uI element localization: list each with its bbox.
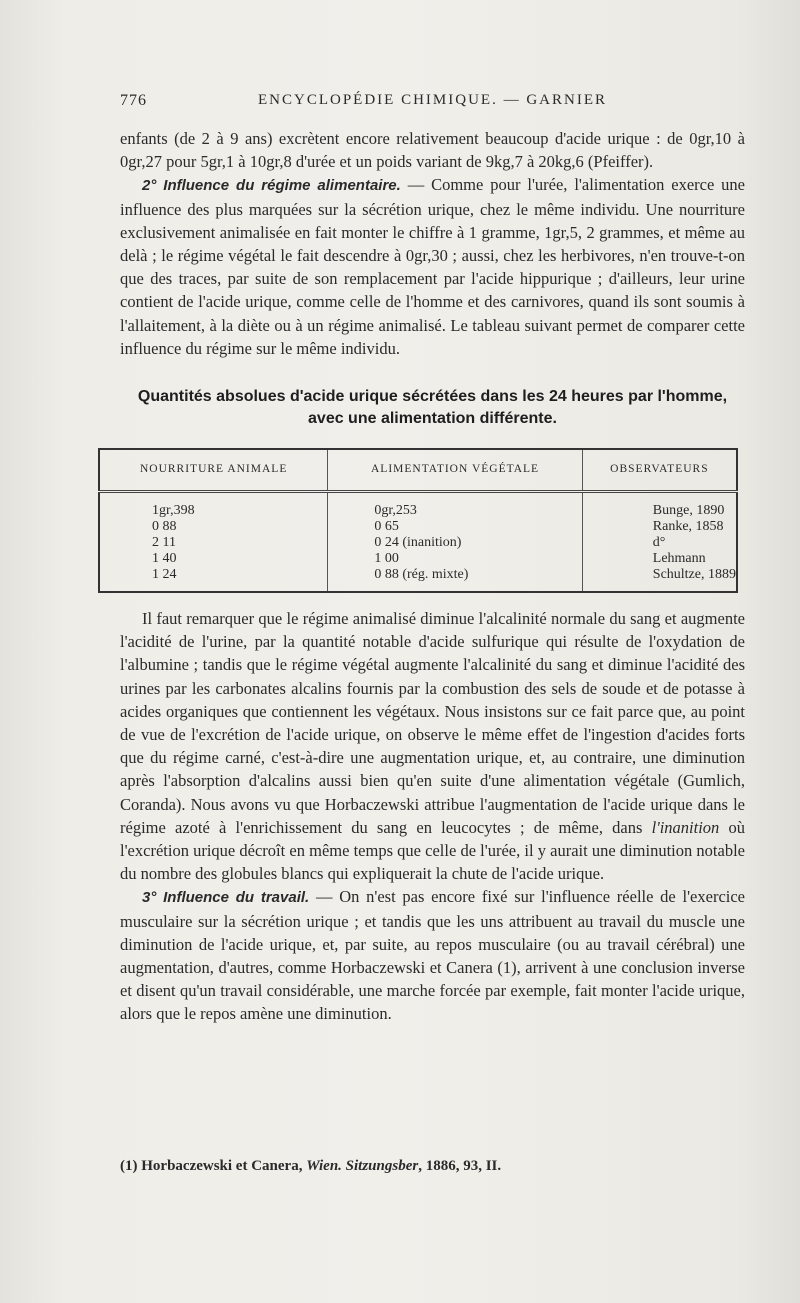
animal-value: 1 40: [152, 551, 177, 567]
vegetal-value: 0 65: [374, 519, 399, 535]
vegetal-value: 0 88 (rég. mixte): [374, 567, 469, 583]
page-header: [120, 92, 780, 116]
animal-value: 1 24: [152, 567, 177, 583]
paragraph-3-text: Il faut remarquer que le régime animalisé diminue l'alcalinité normale du sang et augmente l'acidité de l'urine, par la quantité notable d'acide sulfurique qui résulte de l'oxydation de l'albumine ; tandis que le régime végétal augmente l'alcalinité du sang et diminue l'acidité des urines par les carbonates alcalins fournis par la combustion des sels de soude et de potasse à acides organiques que contiennent les végétaux. Nous insistons sur ce fait parce que, au point de vue de l'excrétion de l'acide urique, on observe le même effet de l'ingestion d'acides forts que du régime carné, c'est-à-dire une augmentation urique, et, au contraire, une diminution après l'absorption d'alcalins aussi bien qu'en suite d'une alimentation végétale (Gumlich, Coranda). Nous avons vu que Horbaczewski attribue l'augmentation de l'acide urique dans le régime azoté à l'enrichissement du sang en leucocytes ; de même, dans: [120, 609, 745, 837]
section-heading-work: 3° Influence du travail.: [142, 889, 310, 907]
footnote: [120, 1158, 745, 1175]
table-body-row: [99, 492, 737, 593]
paragraph-3-italic: l'inanition: [651, 817, 720, 837]
paragraph-2: [120, 173, 745, 360]
vegetal-value: 0 24 (inanition): [374, 535, 462, 551]
paragraph-4: [120, 885, 745, 1025]
paragraph-2-text: — Comme pour l'urée, l'alimentation exerce une influence des plus marquées sur la sécrétion urique, chez le même individu. Une nourriture exclusivement animalisée en fait monter le chiffre à 1 gramme, 1gr,5, 2 grammes, et même au delà ; le régime végétal le fait descendre à 0gr,30 ; aussi, chez les herbivores, n'en trouve-t-on que des traces, par suite de son remplacement par l'acide hippurique ; d'ailleurs, leur urine contient de l'acide urique, comme celle de l'homme et des carnivores, quand ils sont soumis à l'allaitement, à la diète ou à un régime animalisé. Le tableau suivant permet de comparer cette influence du régime sur le même individu.: [120, 175, 745, 358]
paragraph-3: [120, 607, 745, 885]
animal-column: [99, 492, 328, 593]
page-number: 776: [120, 92, 147, 109]
paragraph-1: enfants (de 2 à 9 ans) excrètent encore relativement beaucoup d'acide urique : de 0gr,10 à 0gr,27 pour 5gr,1 à 10gr,8 d'urée et un poids variant de 9kg,7 à 20kg,6 (Pfeiffer).: [120, 129, 745, 172]
header-animal: NOURRITURE ANIMALE: [99, 449, 328, 492]
observers-column: [582, 492, 737, 593]
section-heading-diet: 2° Influence du régime alimentaire.: [142, 177, 401, 195]
header-vegetal: ALIMENTATION VÉGÉTALE: [328, 449, 582, 492]
running-head: ENCYCLOPÉDIE CHIMIQUE. — GARNIER: [258, 92, 607, 108]
observer-name: Ranke, 1858: [652, 519, 724, 535]
vegetal-value: 0gr,253: [374, 503, 417, 519]
table-title-line-1: Quantités absolues d'acide urique sécrétées dans les 24 heures par l'homme,: [137, 388, 728, 406]
page-body: [120, 127, 745, 1026]
header-observers: OBSERVATEURS: [582, 449, 737, 492]
observer-name: Bunge, 1890: [652, 503, 725, 519]
observer-name: Lehmann: [652, 551, 706, 567]
observer-name: Schultze, 1889: [652, 567, 736, 583]
animal-value: 0 88: [152, 519, 177, 535]
footnote-suffix: , 1886, 93, II.: [418, 1158, 502, 1174]
observer-name: d°: [652, 535, 666, 551]
table-title: [120, 386, 745, 430]
footnote-prefix: (1) Horbaczewski et Canera,: [120, 1158, 307, 1174]
paragraph-4-text: — On n'est pas encore fixé sur l'influence réelle de l'exercice musculaire sur la sécrétion urique ; et tandis que les uns attribuent au travail du muscle une diminution de l'acide urique, et, par suite, au repos musculaire (ou au travail cérébral) une augmentation, d'autres, comme Horbaczewski et Canera (1), arrivent à une conclusion inverse et disent qu'un travail considérable, une marche forcée par exemple, fait monter l'acide urique, alors que le repos amène une diminution.: [120, 887, 745, 1024]
uric-acid-table: [98, 448, 738, 593]
footnote-journal: Wien. Sitzungsber: [306, 1158, 419, 1174]
vegetal-column: [328, 492, 582, 593]
animal-value: 2 11: [152, 535, 176, 551]
paragraph-3-end: où l'excrétion urique décroît en même temps que celle de l'urée, il y aurait une diminution notable du nombre des globules blancs qui expliquerait la chute de l'acide urique.: [120, 817, 746, 884]
table-title-line-2: avec une alimentation différente.: [308, 410, 557, 428]
animal-value: 1gr,398: [152, 503, 195, 519]
table-header-row: [99, 449, 737, 492]
vegetal-value: 1 00: [374, 551, 399, 567]
